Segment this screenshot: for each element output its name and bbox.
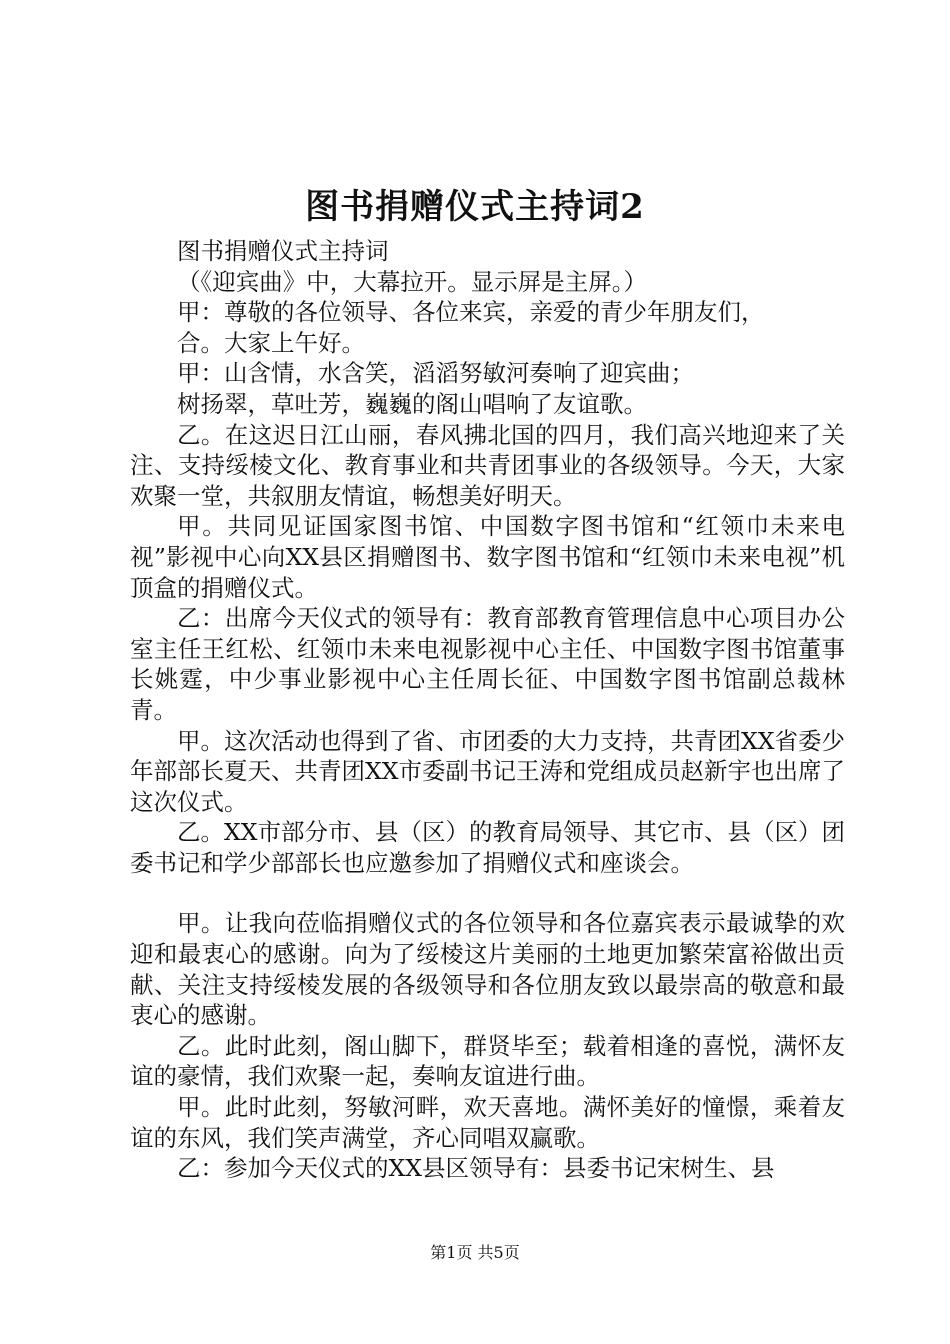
paragraph: 乙：出席今天仪式的领导有：教育部教育管理信息中心项目办公室主任王红松、红领巾未来电视影视中心主任、中国数字图书馆董事长姚霆，中少事业影视中心主任周长征、中国数字图书馆副总裁林青。 (130, 604, 845, 724)
paragraph: 树扬翠，草吐芳，巍巍的阁山唱响了友谊歌。 (177, 389, 647, 418)
paragraph: 甲：尊敬的各位领导、各位来宾，亲爱的青少年朋友们， (177, 298, 765, 327)
paragraph: 甲。让我向莅临捐赠仪式的各位领导和各位嘉宾表示最诚挚的欢迎和最衷心的感谢。向为了绥棱这片美丽的土地更加繁荣富裕做出贡献、关注支持绥棱发展的各级领导和各位朋友致以最崇高的敬意和最衷心的感谢。 (130, 909, 845, 1030)
paragraph: 甲。此时此刻，努敏河畔，欢天喜地。满怀美好的憧憬，乘着友谊的东风，我们笑声满堂，齐心同唱双赢歌。 (130, 1093, 845, 1152)
paragraph: 甲：山含情，水含笑，滔滔努敏河奏响了迎宾曲； (177, 359, 694, 388)
page-footer: 第1页 共5页 (430, 1243, 520, 1262)
paragraph: 甲。共同见证国家图书馆、中国数字图书馆和“红领巾未来电视”影视中心向XX县区捐赠图书、数字图书馆和“红领巾未来电视”机顶盒的捐赠仪式。 (130, 512, 845, 602)
paragraph: 乙。XX市部分市、县（区）的教育局领导、其它市、县（区）团委书记和学少部部长也应邀参加了捐赠仪式和座谈会。 (130, 818, 845, 877)
paragraph: 乙。在这迟日江山丽，春风拂北国的四月，我们高兴地迎来了关注、支持绥棱文化、教育事业和共青团事业的各级领导。今天，大家欢聚一堂，共叙朋友情谊，畅想美好明天。 (130, 420, 845, 510)
document-body (130, 236, 845, 1184)
paragraph: 甲。这次活动也得到了省、市团委的大力支持，共青团XX省委少年部部长夏天、共青团XX市委副书记王涛和党组成员赵新宇也出席了这次仪式。 (130, 726, 845, 816)
paragraph: 合。大家上午好。 (177, 328, 365, 357)
paragraph: 乙：参加今天仪式的XX县区领导有：县委书记宋树生、县 (177, 1154, 775, 1183)
document-title: 图书捐赠仪式主持词2 (305, 187, 645, 227)
paragraph: 图书捐赠仪式主持词 (177, 237, 389, 265)
paragraph: 乙。此时此刻，阁山脚下，群贤毕至；载着相逢的喜悦，满怀友谊的豪情，我们欢聚一起，奏响友谊进行曲。 (130, 1031, 845, 1091)
paragraph: （《迎宾曲》中，大幕拉开。显示屏是主屏。） (177, 267, 647, 296)
paragraph-spacer (130, 878, 845, 908)
